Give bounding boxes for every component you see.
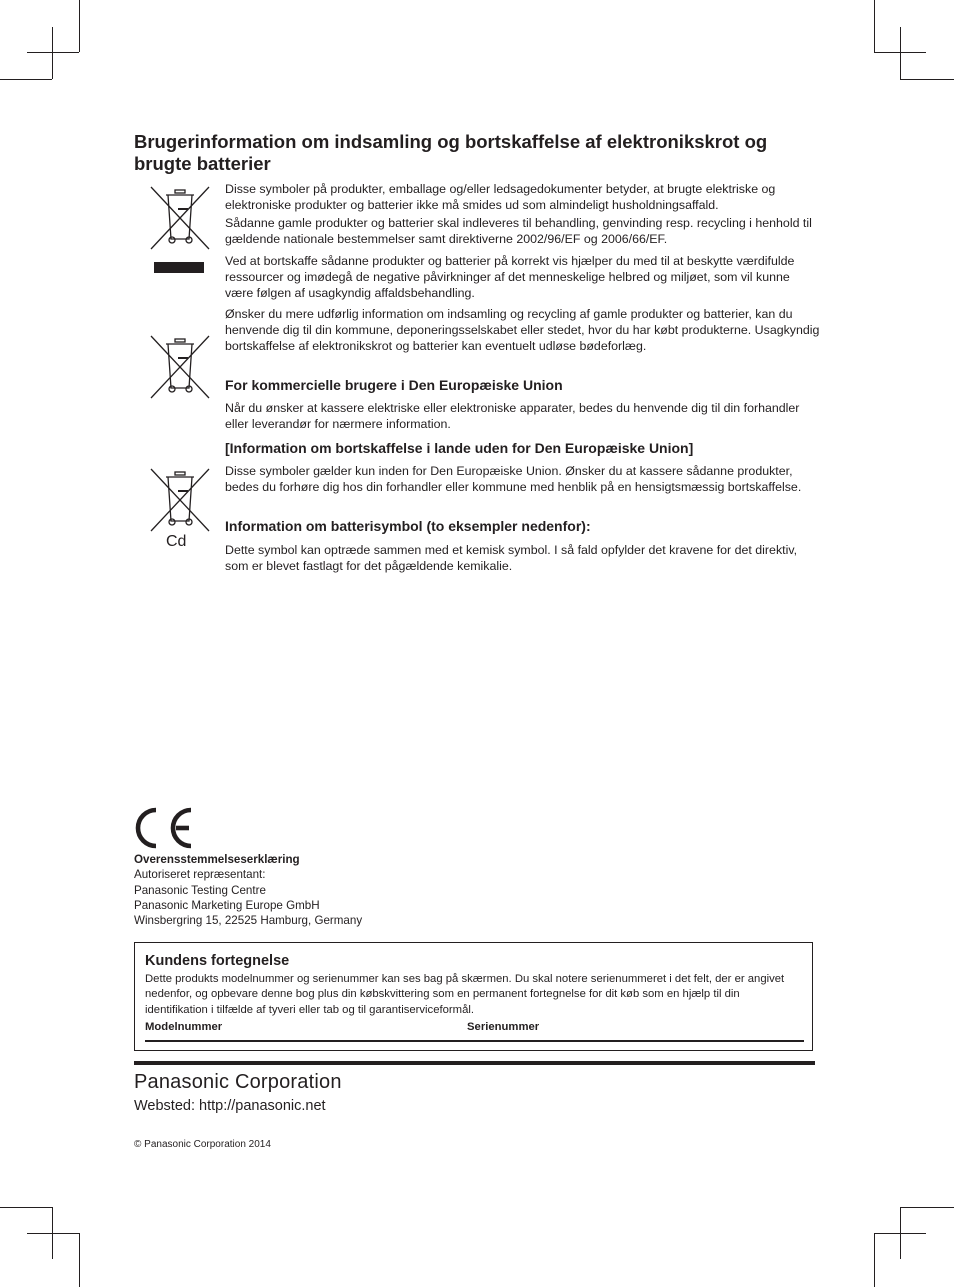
section-heading: For kommercielle brugere i Den Europæiske Union xyxy=(225,377,563,393)
section-heading: Information om batterisymbol (to eksempler nedenfor): xyxy=(225,518,591,534)
info-paragraph xyxy=(225,307,820,354)
crop-mark xyxy=(52,27,53,79)
declaration-line: Panasonic Testing Centre xyxy=(134,883,266,897)
customer-record-text: Dette produkts modelnummer og serienummer kan ses bag på skærmen. Du skal notere serienummeret i det felt, der er angivet nedenfor, og opbevare denne bog plus din købskvittering som en permanent fortegnelse for dit køb som en hjælp til din identifikation i tilfælde af tyveri eller tab og til garantiserviceformål. xyxy=(145,973,785,1016)
brand-logo: Panasonic Corporation xyxy=(134,1071,342,1093)
crop-mark xyxy=(874,1233,926,1234)
declaration-line: Autoriseret repræsentant: xyxy=(134,868,266,882)
paragraph: Sådanne gamle produkter og batterier skal indleveres til behandling, genvinding resp. recycling i henhold til gældende nationale bestemmelser samt direktiverne 2002/96/EF og 2006/66/EF. xyxy=(225,216,812,246)
declaration-of-conformity xyxy=(134,852,362,928)
model-number-label: Modelnummer xyxy=(145,1021,223,1033)
crop-mark xyxy=(0,1207,52,1208)
crop-mark xyxy=(874,0,875,52)
ce-mark-icon xyxy=(134,806,196,850)
website-text: Websted: http://panasonic.net xyxy=(134,1098,326,1114)
paragraph: Dette symbol kan optræde sammen med et kemisk symbol. I så fald opfylder det kravene for det direktiv, som er blevet fastlagt for det pågældende kemikalie. xyxy=(225,543,798,573)
cd-chemical-label: Cd xyxy=(166,533,187,550)
paragraph: Når du ønsker at kassere elektriske eller elektroniske apparater, bedes du henvende dig til din forhandler eller leverandør for nærmere information. xyxy=(225,401,800,431)
crop-mark xyxy=(900,79,954,80)
crop-mark xyxy=(27,1233,79,1234)
footer-divider xyxy=(134,1061,815,1065)
declaration-line: Panasonic Marketing Europe GmbH xyxy=(134,898,320,912)
commercial-paragraph xyxy=(225,401,820,433)
benefit-paragraph xyxy=(225,254,820,301)
crossed-out-bin-icon xyxy=(148,184,212,252)
crossed-out-bin-icon xyxy=(148,333,212,401)
paragraph: Disse symboler på produkter, emballage og/eller ledsagedokumenter betyder, at brugte elektriske og elektroniske produkter og batterier ikke må smides ud som almindeligt husholdningsaffald. xyxy=(225,182,776,212)
solid-bar-mark xyxy=(154,262,204,273)
directive-paragraph xyxy=(225,216,820,248)
customer-record-title: Kundens fortegnelse xyxy=(145,953,290,969)
declaration-line: Winsbergring 15, 22525 Hamburg, Germany xyxy=(134,914,363,928)
model-number-field[interactable] xyxy=(145,1040,804,1042)
customer-record-box xyxy=(134,942,813,1051)
copyright-text: © Panasonic Corporation 2014 xyxy=(134,1139,271,1150)
crop-mark xyxy=(900,1207,954,1208)
outside-eu-paragraph xyxy=(225,464,820,496)
crossed-out-bin-icon xyxy=(148,466,212,534)
page-title: Brugerinformation om indsamling og bortskaffelse af elektronikskrot og brugte batterier xyxy=(134,131,768,174)
crop-mark xyxy=(27,52,79,53)
section-heading: [Information om bortskaffelse i lande uden for Den Europæiske Union] xyxy=(225,440,694,456)
commercial-heading xyxy=(225,377,820,394)
crop-mark xyxy=(79,1233,80,1287)
paragraph: Ved at bortskaffe sådanne produkter og batterier på korrekt vis hjælper du med til at beskytte værdifulde ressourcer og imødegå de negative påvirkninger af det menneskelige helbred og miljøet, som vil kunne være følgen af usagkyndig affaldsbehandling. xyxy=(225,254,795,300)
battery-paragraph xyxy=(225,543,820,575)
intro-paragraph xyxy=(225,182,820,214)
crop-mark xyxy=(874,1233,875,1287)
battery-heading xyxy=(225,518,820,535)
crop-mark xyxy=(0,79,52,80)
declaration-title: Overensstemmelseserklæring xyxy=(134,853,300,866)
serial-number-label: Serienummer xyxy=(467,1021,540,1033)
paragraph: Ønsker du mere udførlig information om indsamling og recycling af gamle produkter og batterier, kan du henvende dig til din kommune, deponeringsselskabet eller stedet, hvor du har købt produkterne. Usagkyndig bortskaffelse af elektronikskrot og batterier kan eventuelt udløse bødeforlæg. xyxy=(225,307,820,353)
crop-mark xyxy=(79,0,80,52)
crop-mark xyxy=(900,27,901,79)
paragraph: Disse symboler gælder kun inden for Den Europæiske Union. Ønsker du at kassere sådanne produkter, bedes du forhøre dig hos din forhandler eller kommune med henblik på en hensigtsmæssig bortskaffelse. xyxy=(225,464,802,494)
outside-eu-heading xyxy=(225,440,820,457)
